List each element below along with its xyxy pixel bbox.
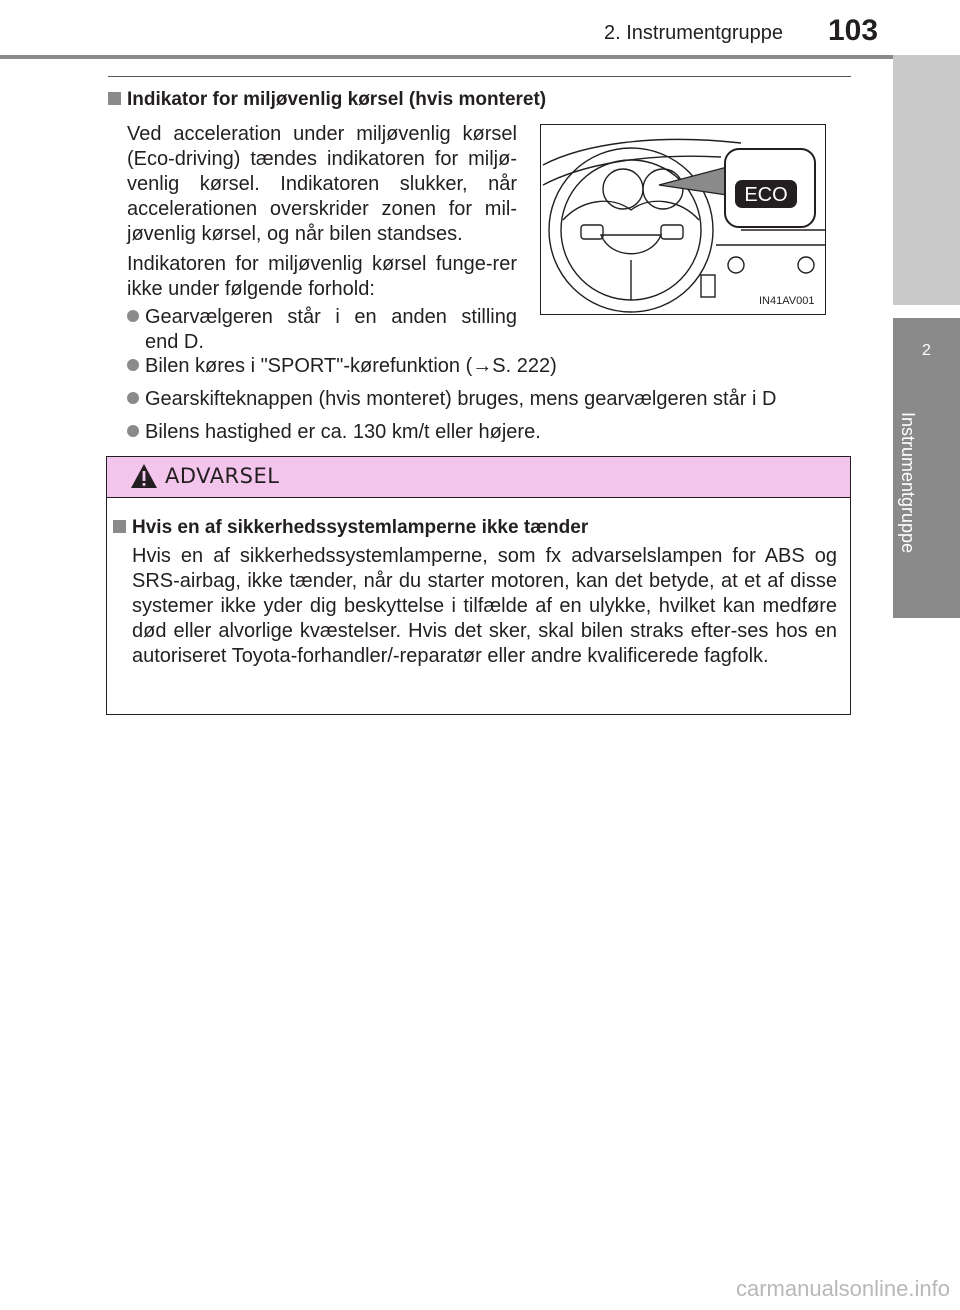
- figure-code: IN41AV001: [759, 295, 815, 307]
- warning-title: ADVARSEL: [165, 464, 280, 488]
- bullet-dot-icon: [127, 310, 139, 322]
- side-tab-top: [893, 55, 960, 305]
- bullet-item-gear: [127, 305, 517, 330]
- warning-triangle-icon: [129, 462, 159, 490]
- warning-body: Hvis en af sikkerhedssystemlamperne, som fx advarselslampen for ABS og SRS-airbag, ikke tænder, når du starter motoren, kan det betyde, at et af disse systemer ikke yder dig beskyttelse i tilfælde af en ulykke, hvilket kan medføre død eller alvorlige kvæstelser. Hvis det sker, skal bilen straks efter-ses hos en autoriseret Toyota-forhandler/-reparatør eller andre kvalificerede fagfolk.: [132, 545, 837, 667]
- bullet-dot-icon: [127, 392, 139, 404]
- warning-subheading: [113, 517, 588, 539]
- bullet-dot-icon: [127, 425, 139, 437]
- warning-box: [106, 456, 851, 715]
- dashboard-drawing: [541, 125, 825, 314]
- bullet-item-shift-paddle: [127, 387, 776, 412]
- square-bullet-icon: [113, 520, 126, 533]
- page-number: 103: [828, 14, 879, 47]
- bullet-text: Bilen køres i "SPORT"-kørefunktion (→S. 222): [145, 355, 557, 377]
- bullet-dot-icon: [127, 359, 139, 371]
- paragraph-eco-description: Ved acceleration under miljøvenlig kørsel (Eco-driving) tændes indikatoren for miljø-venlig kørsel. Indikatoren slukker, når accelerationen overskrider zonen for mil-jøvenlig kørsel, og når bilen standses.: [127, 123, 517, 245]
- warning-header: [107, 457, 850, 498]
- paragraph-eco-conditions: Indikatoren for miljøvenlig kørsel funge-rer ikke under følgende forhold:: [127, 253, 517, 300]
- side-tab-label: Instrumentgruppe: [898, 412, 918, 554]
- section-heading: [108, 89, 546, 111]
- header-bar: [0, 55, 893, 59]
- bullet-text: Gearskifteknappen (hvis monteret) bruges, mens gearvælgeren står i D: [145, 388, 777, 410]
- bullet-item-speed: [127, 420, 541, 445]
- bullet-text: Bilens hastighed er ca. 130 km/t eller højere.: [145, 421, 541, 443]
- warning-subheading-text: Hvis en af sikkerhedssystemlamperne ikke tænder: [132, 517, 589, 538]
- bullet-item-gear-continued: end D.: [145, 331, 204, 353]
- footer-watermark: carmanualsonline.info: [735, 1276, 950, 1301]
- eco-indicator-illustration: [540, 124, 826, 315]
- side-tab: [893, 0, 960, 1310]
- side-tab-number: 2: [922, 342, 931, 359]
- eco-indicator-label: ECO: [744, 184, 788, 206]
- bullet-item-sport: [127, 354, 557, 379]
- section-heading-text: Indikator for miljøvenlig kørsel (hvis monteret): [127, 89, 547, 110]
- header-title: 2. Instrumentgruppe: [604, 22, 783, 44]
- square-bullet-icon: [108, 92, 121, 105]
- bullet-text: Gearvælgeren står i en anden stilling: [145, 306, 517, 328]
- section-rule: [108, 76, 851, 77]
